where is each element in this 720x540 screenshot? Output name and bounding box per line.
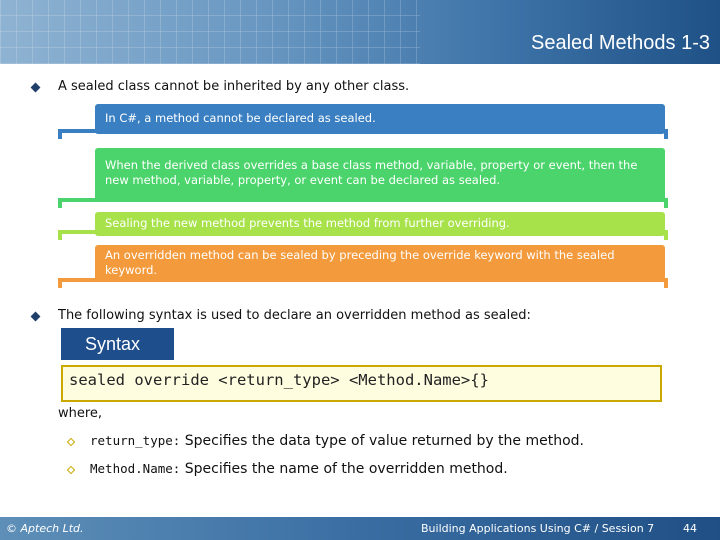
desc-return-type: Specifies the data type of value returned by the method.	[180, 433, 585, 449]
info-card-4: An overridden method can be sealed by preceding the override keyword with the sealed keyword.	[95, 245, 665, 281]
code-box	[61, 365, 662, 402]
code-line: sealed override <return_type> <Method.Name>{}	[69, 371, 489, 389]
definition-return-type	[90, 433, 584, 449]
sub-bullet-icon	[67, 438, 75, 446]
slide-footer	[0, 517, 720, 540]
bullet-icon	[31, 83, 41, 93]
copyright-text: © Aptech Ltd.	[6, 522, 84, 535]
where-label: where,	[58, 406, 103, 421]
bullet-text-2: The following syntax is used to declare an overridden method as sealed:	[58, 308, 531, 323]
info-card-3: Sealing the new method prevents the method from further overriding.	[95, 212, 665, 236]
slide-title: Sealed Methods 1-3	[530, 32, 710, 54]
definition-method-name	[90, 461, 508, 477]
info-card-1: In C#, a method cannot be declared as sealed.	[95, 104, 665, 134]
desc-method-name: Specifies the name of the overridden method.	[180, 461, 508, 477]
page-number: 44	[683, 522, 697, 535]
bullet-icon	[31, 312, 41, 322]
header-pattern	[0, 0, 420, 64]
term-return-type: return_type:	[90, 433, 181, 448]
slide-header	[0, 0, 720, 64]
sub-bullet-icon	[67, 466, 75, 474]
bullet-text-1: A sealed class cannot be inherited by any other class.	[58, 79, 410, 94]
term-method-name: Method.Name:	[90, 461, 181, 476]
syntax-label: Syntax	[61, 328, 174, 360]
info-card-2: When the derived class overrides a base class method, variable, property or event, then the new method, variable, property, or event can be declared as sealed.	[95, 148, 665, 202]
course-text: Building Applications Using C# / Session 7	[421, 522, 655, 535]
